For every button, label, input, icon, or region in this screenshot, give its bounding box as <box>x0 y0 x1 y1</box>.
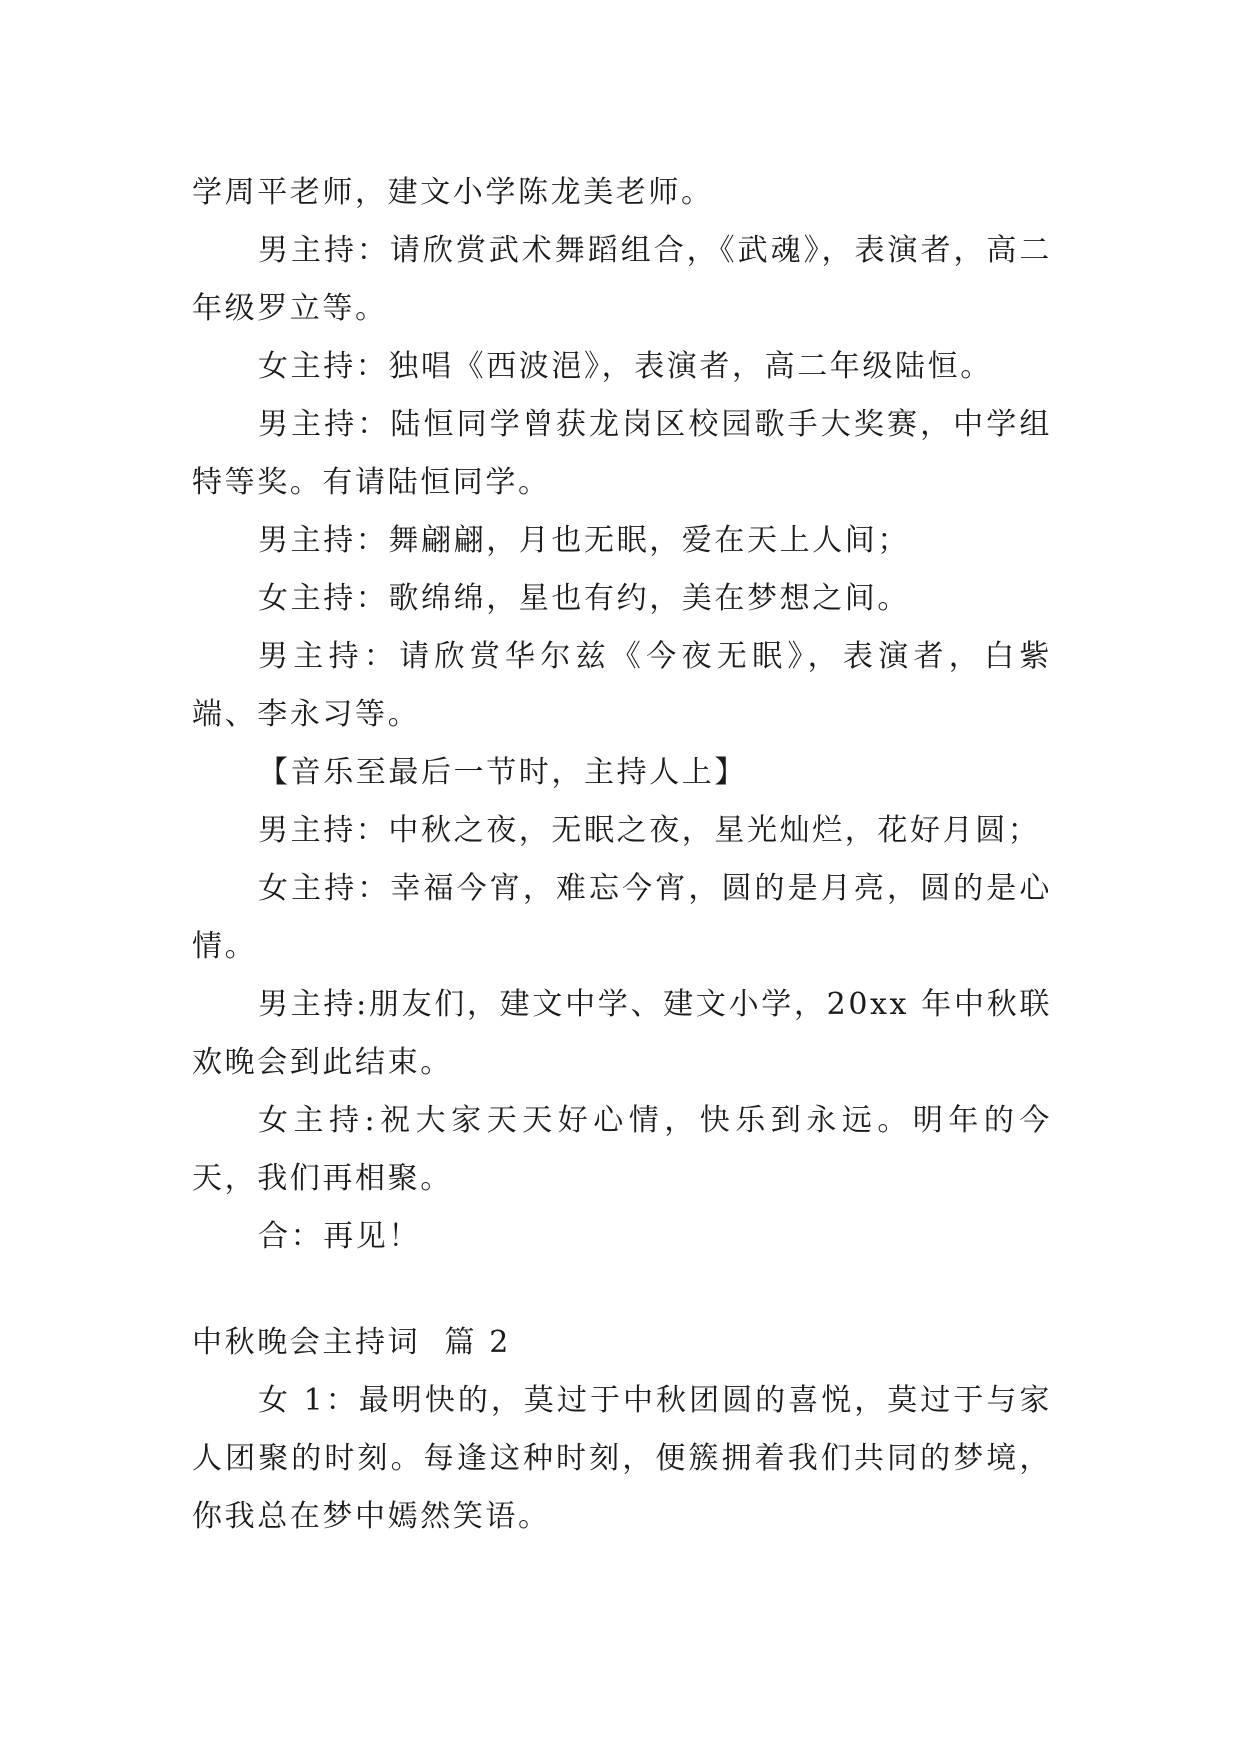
paragraph: 男主持：中秋之夜，无眠之夜，星光灿烂，花好月圆； <box>258 813 1041 848</box>
paragraph: 男主持:朋友们，建文中学、建文小学，20xx 年中秋联欢晚会到此结束。 <box>192 987 1052 1080</box>
paragraph: 女主持:祝大家天天好心情，快乐到永远。明年的今天，我们再相聚。 <box>192 1103 1052 1196</box>
paragraph: 男主持：请欣赏武术舞蹈组合，《武魂》，表演者，高二年级罗立等。 <box>192 233 1052 326</box>
section-heading: 中秋晚会主持词 篇 2 <box>192 1325 511 1360</box>
paragraph: 女主持：幸福今宵，难忘今宵，圆的是月亮，圆的是心情。 <box>192 871 1052 964</box>
paragraph: 学周平老师，建文小学陈龙美老师。 <box>192 175 714 210</box>
paragraph: 女主持：歌绵绵，星也有约，美在梦想之间。 <box>258 581 910 616</box>
paragraph: 男主持：舞翩翩，月也无眠，爱在天上人间； <box>258 523 910 558</box>
document-body <box>192 164 1052 1546</box>
paragraph: 女主持：独唱《西波浥》，表演者，高二年级陆恒。 <box>258 349 993 384</box>
paragraph: 男主持：陆恒同学曾获龙岗区校园歌手大奖赛，中学组特等奖。有请陆恒同学。 <box>192 407 1052 500</box>
paragraph: 女 1：最明快的，莫过于中秋团圆的喜悦，莫过于与家人团聚的时刻。每逢这种时刻，便簇拥着我们共同的梦境，你我总在梦中嫣然笑语。 <box>192 1383 1052 1534</box>
paragraph: 合：再见！ <box>258 1219 421 1254</box>
paragraph: 【音乐至最后一节时，主持人上】 <box>258 755 747 790</box>
paragraph: 男主持：请欣赏华尔兹《今夜无眠》，表演者，白紫端、李永习等。 <box>192 639 1052 732</box>
